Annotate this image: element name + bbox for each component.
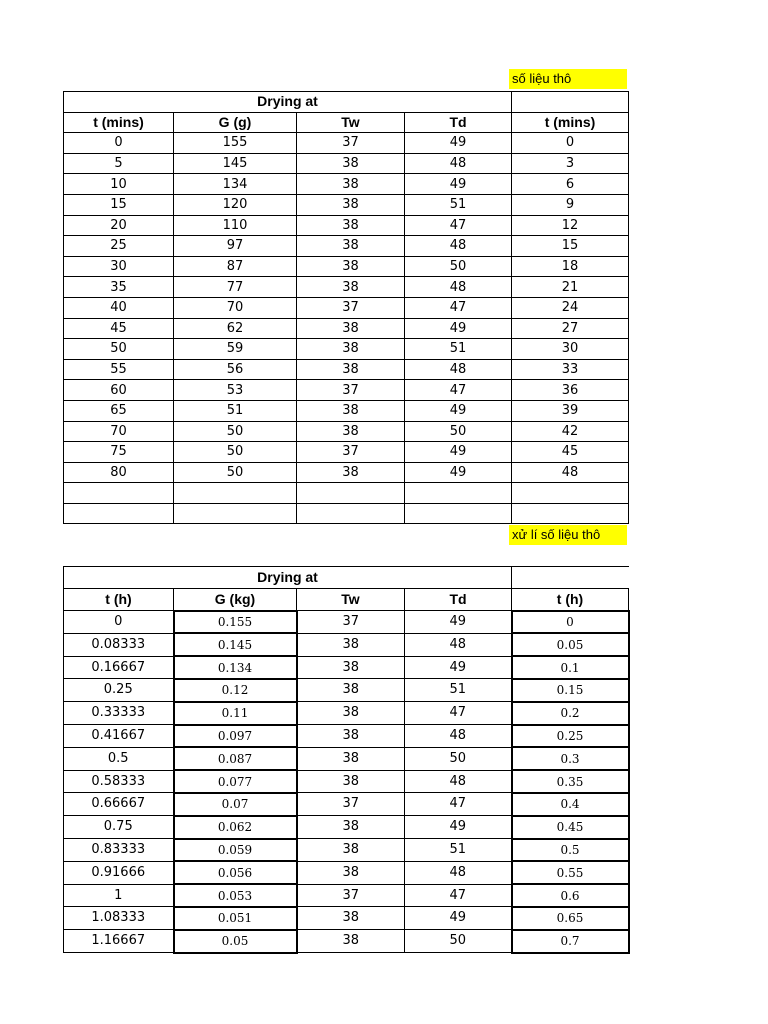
- table-cell: 37: [297, 611, 405, 634]
- table-cell: 0.08333: [64, 633, 174, 656]
- column-header: G (g): [174, 112, 297, 133]
- table-cell: 3: [512, 153, 629, 174]
- table-cell: [297, 503, 405, 524]
- table-cell: 38: [297, 277, 405, 298]
- table-cell: 0: [64, 611, 174, 634]
- table-cell: 18: [512, 256, 629, 277]
- table-cell: 0.062: [174, 816, 297, 839]
- table-cell: 50: [174, 442, 297, 463]
- table-row: [64, 297, 629, 318]
- table-cell: 134: [174, 174, 297, 195]
- table-cell: 0.056: [174, 861, 297, 884]
- table-cell: 37: [297, 793, 405, 816]
- table-row: [64, 725, 629, 748]
- table-cell: 51: [405, 194, 512, 215]
- table-cell: 75: [64, 442, 174, 463]
- table-cell: [405, 503, 512, 524]
- table-cell: 1.08333: [64, 907, 174, 930]
- table-row: [64, 702, 629, 725]
- table-cell: 37: [297, 884, 405, 907]
- table-cell: 37: [297, 380, 405, 401]
- column-header: t (mins): [64, 112, 174, 133]
- table-cell: 38: [297, 318, 405, 339]
- table-cell: 0.75: [64, 816, 174, 839]
- table-cell: 0.2: [512, 702, 629, 725]
- table-cell: 47: [405, 884, 512, 907]
- table-cell: 0.3: [512, 747, 629, 770]
- table-cell: 0.155: [174, 611, 297, 634]
- table-cell: 0.05: [512, 633, 629, 656]
- table-cell: 38: [297, 339, 405, 360]
- table-cell: 1.16667: [64, 930, 174, 953]
- table-cell: 49: [405, 133, 512, 154]
- table-cell: 35: [64, 277, 174, 298]
- table-cell: 60: [64, 380, 174, 401]
- table-cell: 49: [405, 318, 512, 339]
- table-cell: 0.55: [512, 861, 629, 884]
- table-cell: 38: [297, 725, 405, 748]
- table-cell: 10: [64, 174, 174, 195]
- table-cell: 48: [405, 153, 512, 174]
- table-row: [64, 215, 629, 236]
- table-cell: 0.5: [512, 839, 629, 862]
- table-cell: 65: [64, 400, 174, 421]
- table-cell: 48: [405, 633, 512, 656]
- table-cell: 48: [405, 770, 512, 793]
- table-cell: 48: [405, 359, 512, 380]
- table-row: [64, 194, 629, 215]
- table-cell: 48: [405, 277, 512, 298]
- table-cell: 38: [297, 174, 405, 195]
- column-header: t (h): [512, 588, 629, 610]
- table-cell: 48: [405, 725, 512, 748]
- table-cell: 0: [512, 133, 629, 154]
- table-row: [64, 483, 629, 504]
- table-cell: 50: [174, 462, 297, 483]
- table-cell: 50: [174, 421, 297, 442]
- table-row: [64, 503, 629, 524]
- table-cell: 0.11: [174, 702, 297, 725]
- table-row: [64, 611, 629, 634]
- table-cell: 0.1: [512, 656, 629, 679]
- table-cell: 45: [512, 442, 629, 463]
- table-cell: 49: [405, 816, 512, 839]
- table-cell: 120: [174, 194, 297, 215]
- table-cell: 37: [297, 442, 405, 463]
- table-cell: 6: [512, 174, 629, 195]
- table-cell: 38: [297, 633, 405, 656]
- table-cell: 38: [297, 770, 405, 793]
- table-cell: 59: [174, 339, 297, 360]
- table-row: [64, 747, 629, 770]
- table-cell: 0.7: [512, 930, 629, 953]
- table-cell: 0.33333: [64, 702, 174, 725]
- table-row: [64, 133, 629, 154]
- table-cell: 49: [405, 611, 512, 634]
- table-cell: 0: [64, 133, 174, 154]
- table-row: [64, 256, 629, 277]
- table-title-row: [64, 92, 629, 113]
- table-cell: 33: [512, 359, 629, 380]
- table-cell: 38: [297, 462, 405, 483]
- table-row: [64, 679, 629, 702]
- table-cell: 36: [512, 380, 629, 401]
- raw-data-table: [63, 91, 629, 524]
- table-cell: 0.83333: [64, 839, 174, 862]
- table-cell: [297, 483, 405, 504]
- table-cell: 0.097: [174, 725, 297, 748]
- table-cell: 155: [174, 133, 297, 154]
- table-cell: 80: [64, 462, 174, 483]
- table-cell: 45: [64, 318, 174, 339]
- table-cell: 38: [297, 747, 405, 770]
- table-row: [64, 839, 629, 862]
- table-cell: 145: [174, 153, 297, 174]
- table-cell: 56: [174, 359, 297, 380]
- table-cell: 38: [297, 861, 405, 884]
- table-cell: [174, 483, 297, 504]
- table-row: [64, 884, 629, 907]
- table-cell: [174, 503, 297, 524]
- table-cell: 0.58333: [64, 770, 174, 793]
- table-row: [64, 930, 629, 953]
- table-cell: 38: [297, 930, 405, 953]
- table-row: [64, 153, 629, 174]
- table-cell: 9: [512, 194, 629, 215]
- table-row: [64, 633, 629, 656]
- table-cell: 38: [297, 839, 405, 862]
- table-cell: 0.6: [512, 884, 629, 907]
- table-cell: 42: [512, 421, 629, 442]
- table-cell: 50: [405, 256, 512, 277]
- table-row: [64, 277, 629, 298]
- table-cell: 47: [405, 793, 512, 816]
- table-cell: 38: [297, 907, 405, 930]
- table-cell: 97: [174, 236, 297, 257]
- table-cell: 38: [297, 215, 405, 236]
- table-cell: 48: [405, 861, 512, 884]
- table-cell: 48: [512, 462, 629, 483]
- table-row: [64, 400, 629, 421]
- table-cell: 0.059: [174, 839, 297, 862]
- table-cell: 12: [512, 215, 629, 236]
- table-cell: 70: [64, 421, 174, 442]
- table-cell: 50: [405, 747, 512, 770]
- table-cell: [405, 483, 512, 504]
- table-cell: 21: [512, 277, 629, 298]
- column-header: Td: [405, 112, 512, 133]
- table-cell: 0.4: [512, 793, 629, 816]
- table-cell: 49: [405, 174, 512, 195]
- table-row: [64, 359, 629, 380]
- column-header: t (mins): [512, 112, 629, 133]
- column-header: t (h): [64, 588, 174, 610]
- table-cell: 15: [64, 194, 174, 215]
- table-cell: 38: [297, 400, 405, 421]
- table-row: [64, 816, 629, 839]
- table-cell: 49: [405, 656, 512, 679]
- table-cell: 38: [297, 679, 405, 702]
- table-cell: 87: [174, 256, 297, 277]
- table-row: [64, 421, 629, 442]
- column-header: Tw: [297, 112, 405, 133]
- table-cell: 0.25: [512, 725, 629, 748]
- table-cell: 0.053: [174, 884, 297, 907]
- table-cell: 37: [297, 297, 405, 318]
- table-cell: 0.07: [174, 793, 297, 816]
- table-cell: 0.25: [64, 679, 174, 702]
- table-cell: 51: [405, 339, 512, 360]
- processed-data-table: [63, 566, 630, 954]
- table-cell: 20: [64, 215, 174, 236]
- table-cell: 0: [512, 611, 629, 634]
- table-row: [64, 380, 629, 401]
- table-cell: 0.16667: [64, 656, 174, 679]
- table-cell: 51: [405, 839, 512, 862]
- blank-cell: [512, 567, 629, 589]
- table-cell: 48: [405, 236, 512, 257]
- table-cell: 0.15: [512, 679, 629, 702]
- table-cell: 50: [405, 930, 512, 953]
- table-cell: 38: [297, 656, 405, 679]
- table-cell: 110: [174, 215, 297, 236]
- table-cell: 40: [64, 297, 174, 318]
- table-title: Drying at: [64, 567, 512, 589]
- table-cell: 62: [174, 318, 297, 339]
- table-cell: [64, 483, 174, 504]
- table-cell: 0.65: [512, 907, 629, 930]
- table-cell: 55: [64, 359, 174, 380]
- table-header-row: [64, 588, 629, 610]
- table-cell: 5: [64, 153, 174, 174]
- table-cell: 77: [174, 277, 297, 298]
- column-header: Td: [405, 588, 512, 610]
- table-cell: 0.5: [64, 747, 174, 770]
- column-header: Tw: [297, 588, 405, 610]
- table-cell: 0.41667: [64, 725, 174, 748]
- column-header: G (kg): [174, 588, 297, 610]
- table-cell: 38: [297, 816, 405, 839]
- table-row: [64, 318, 629, 339]
- table-title-row: [64, 567, 629, 589]
- table-cell: 0.05: [174, 930, 297, 953]
- table-cell: 47: [405, 297, 512, 318]
- table-cell: 38: [297, 194, 405, 215]
- table-row: [64, 861, 629, 884]
- table-row: [64, 907, 629, 930]
- table-cell: 51: [174, 400, 297, 421]
- table-cell: 38: [297, 359, 405, 380]
- table-cell: 38: [297, 702, 405, 725]
- table-row: [64, 793, 629, 816]
- table-cell: 49: [405, 907, 512, 930]
- table-row: [64, 462, 629, 483]
- table-cell: 0.66667: [64, 793, 174, 816]
- table-row: [64, 236, 629, 257]
- table-cell: 0.35: [512, 770, 629, 793]
- table-cell: 39: [512, 400, 629, 421]
- table-cell: [64, 503, 174, 524]
- table-cell: 51: [405, 679, 512, 702]
- blank-cell: [512, 92, 629, 113]
- table-cell: 50: [64, 339, 174, 360]
- table-cell: 47: [405, 215, 512, 236]
- table-cell: 0.087: [174, 747, 297, 770]
- processed-data-label: xử lí số liệu thô: [509, 525, 627, 545]
- table-cell: 15: [512, 236, 629, 257]
- table-cell: 38: [297, 256, 405, 277]
- table-cell: 38: [297, 421, 405, 442]
- table-cell: 0.077: [174, 770, 297, 793]
- table-cell: 24: [512, 297, 629, 318]
- table-cell: 49: [405, 442, 512, 463]
- table-cell: 0.051: [174, 907, 297, 930]
- table-cell: 0.91666: [64, 861, 174, 884]
- table-cell: 38: [297, 153, 405, 174]
- table-cell: 53: [174, 380, 297, 401]
- table-cell: 47: [405, 380, 512, 401]
- table-row: [64, 656, 629, 679]
- table-cell: [512, 483, 629, 504]
- table-cell: 0.134: [174, 656, 297, 679]
- table-cell: 38: [297, 236, 405, 257]
- table-cell: 0.45: [512, 816, 629, 839]
- table-cell: 27: [512, 318, 629, 339]
- table-cell: 70: [174, 297, 297, 318]
- table-title: Drying at: [64, 92, 512, 113]
- table-cell: 50: [405, 421, 512, 442]
- table-cell: 37: [297, 133, 405, 154]
- table-header-row: [64, 112, 629, 133]
- table-cell: [512, 503, 629, 524]
- raw-data-label: số liệu thô: [509, 69, 627, 89]
- table-cell: 1: [64, 884, 174, 907]
- table-cell: 0.12: [174, 679, 297, 702]
- table-cell: 0.145: [174, 633, 297, 656]
- table-row: [64, 442, 629, 463]
- table-row: [64, 339, 629, 360]
- table-cell: 47: [405, 702, 512, 725]
- table-cell: 25: [64, 236, 174, 257]
- table-cell: 30: [512, 339, 629, 360]
- table-row: [64, 174, 629, 195]
- table-cell: 49: [405, 462, 512, 483]
- table-cell: 30: [64, 256, 174, 277]
- table-cell: 49: [405, 400, 512, 421]
- table-row: [64, 770, 629, 793]
